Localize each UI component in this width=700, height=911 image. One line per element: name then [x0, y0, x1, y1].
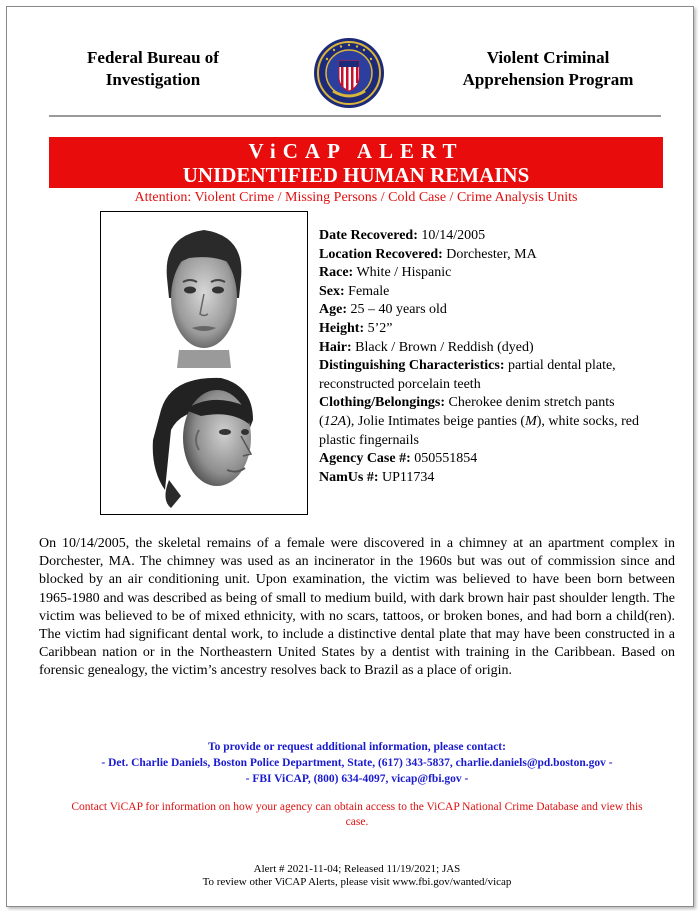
- alert-number: Alert # 2021-11-04; Released 11/19/2021; JAS: [253, 863, 461, 875]
- location-recovered-label: Location Recovered:: [319, 246, 443, 262]
- clothing-label: Clothing/Belongings:: [319, 395, 446, 411]
- distinguishing-value: partial dental plate, reconstructed porcelain teeth: [319, 358, 616, 392]
- location-recovered: [319, 246, 649, 265]
- clothing-size-2: M: [525, 413, 537, 429]
- distinguishing-label: Distinguishing Characteristics:: [319, 358, 505, 374]
- agency-name-line1: Federal Bureau of: [87, 48, 219, 67]
- hair-value: Black / Brown / Reddish (dyed): [355, 339, 534, 355]
- namus-label: NamUs #:: [319, 469, 379, 485]
- header-divider: [49, 115, 661, 117]
- date-recovered-label: Date Recovered:: [319, 228, 418, 243]
- program-name-line1: Violent Criminal: [486, 48, 610, 67]
- alert-page: [6, 6, 694, 907]
- location-recovered-value: Dorchester, MA: [446, 246, 537, 262]
- contact-info: [39, 739, 675, 787]
- facial-reconstruction-profile-icon: [141, 370, 271, 510]
- date-recovered: [319, 227, 649, 246]
- age-label: Age:: [319, 302, 347, 318]
- distinguishing-characteristics: [319, 357, 649, 394]
- clothing-belongings: [319, 394, 649, 450]
- alert-title: ViCAP ALERT: [248, 139, 464, 163]
- height-value: 5’2”: [367, 320, 393, 336]
- agency-case-value: 050551854: [414, 451, 478, 467]
- clothing-value-1: Cherokee denim stretch pants (: [319, 395, 615, 429]
- age: [319, 301, 649, 320]
- age-value: 25 – 40 years old: [350, 302, 447, 318]
- hair-label: Hair:: [319, 339, 352, 355]
- date-recovered-value: 10/14/2005: [421, 228, 486, 243]
- photo-panel: [100, 211, 308, 515]
- program-name-line2: Apprehension Program: [462, 70, 634, 89]
- database-access-note: Contact ViCAP for information on how your agency can obtain access to the ViCAP National Crime Database and view this case.: [71, 801, 643, 828]
- vicap-alerts-link[interactable]: To review other ViCAP Alerts, please visit www.fbi.gov/wanted/vicap: [202, 876, 512, 888]
- contact-vicap[interactable]: - FBI ViCAP, (800) 634-4097, vicap@fbi.gov -: [245, 773, 469, 785]
- clothing-value-3: ), white socks, red plastic fingernails: [319, 413, 640, 448]
- attention-line: Attention: Violent Crime / Missing Persons / Cold Case / Crime Analysis Units: [134, 190, 578, 205]
- case-narrative: On 10/14/2005, the skeletal remains of a female were discovered in a chimney at an apartment complex in Dorchester, MA. The chimney was used as an incinerator in the 1960s but was out of commission since and blocked by an air conditioning unit. Upon examination, the victim was believed to have been born between 1965-1980 and was described as being of small to medium build, with dark brown hair past shoulder length. The victim was believed to be of mixed ethnicity, with no scars, tattoos, or broken bones, and had born a child(ren). The victim had significant dental work, to include a distinctive dental plate that may have been constructed in a Caribbean nation or in the Northeastern United States by a dentist with training in the Caribbean. Based on forensic genealogy, the victim’s ancestry resolves back to Brazil as a place of origin.: [39, 536, 675, 679]
- fbi-seal-icon: [313, 37, 385, 109]
- program-name: [443, 47, 653, 91]
- facial-reconstruction-front-icon: [149, 218, 259, 368]
- namus-number: [319, 469, 649, 488]
- namus-value: UP11734: [382, 469, 435, 485]
- agency-name-line2: Investigation: [105, 70, 201, 89]
- clothing-size-1: 12A: [323, 413, 347, 429]
- contact-detective[interactable]: - Det. Charlie Daniels, Boston Police Department, State, (617) 343-5837, charlie.daniels@pd.boston.gov -: [101, 757, 613, 769]
- height-label: Height:: [319, 320, 365, 336]
- sex-label: Sex:: [319, 283, 345, 299]
- agency-case-label: Agency Case #:: [319, 451, 411, 467]
- sex: [319, 283, 649, 302]
- race: [319, 264, 649, 283]
- agency-case-number: [319, 450, 649, 469]
- clothing-value-2: ), Jolie Intimates beige panties (: [346, 413, 526, 429]
- race-value: White / Hispanic: [356, 265, 452, 281]
- agency-name: [53, 47, 253, 91]
- hair: [319, 339, 649, 358]
- alert-subtitle: UNIDENTIFIED HUMAN REMAINS: [182, 163, 530, 187]
- alert-banner: [49, 137, 663, 188]
- contact-intro: To provide or request additional information, please contact:: [208, 741, 506, 753]
- height: [319, 320, 649, 339]
- case-details: [319, 227, 649, 487]
- sex-value: Female: [348, 283, 390, 299]
- footer: [39, 863, 675, 889]
- race-label: Race:: [319, 265, 354, 281]
